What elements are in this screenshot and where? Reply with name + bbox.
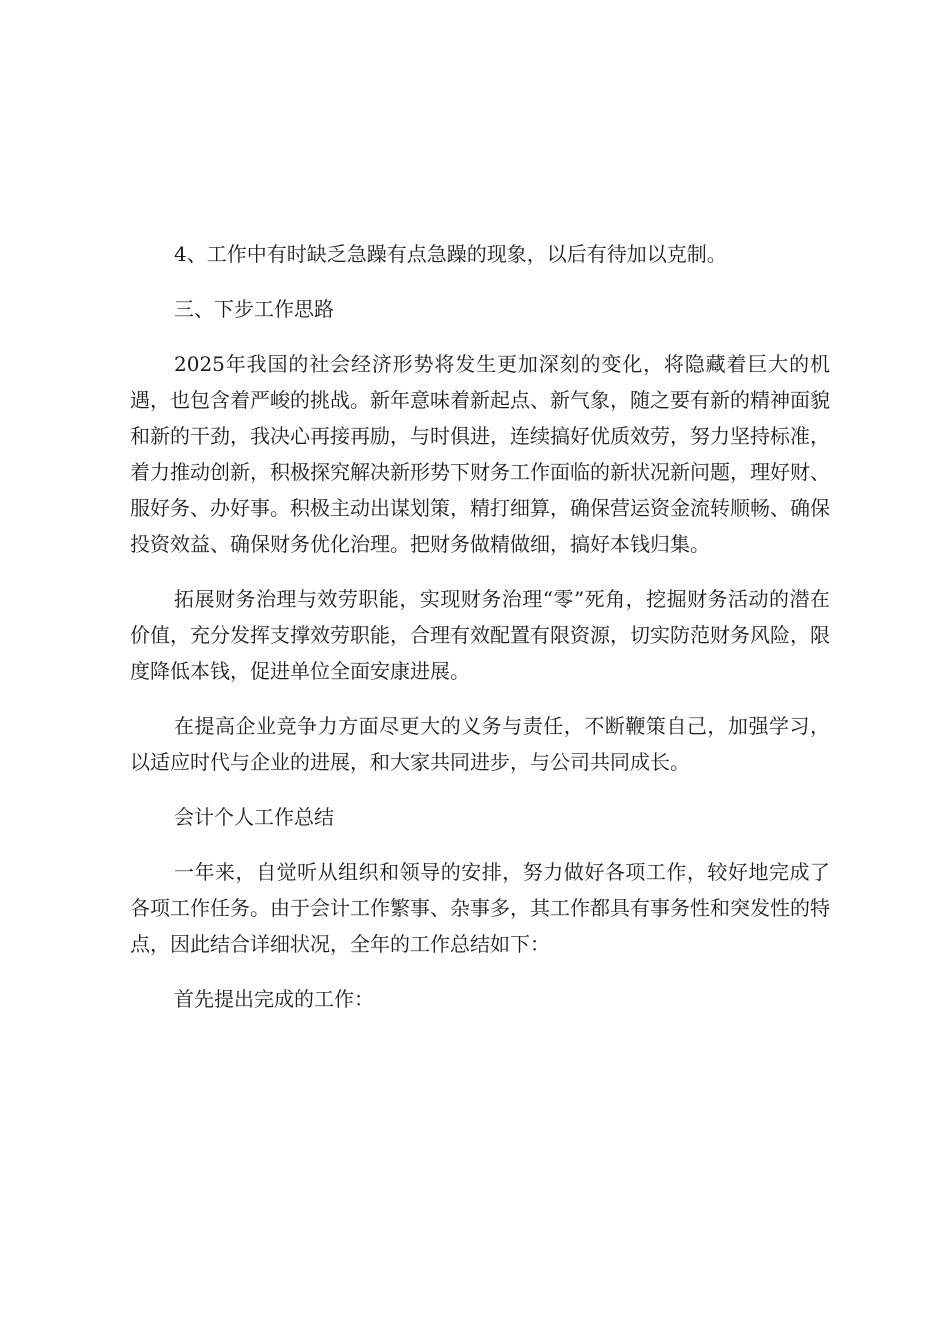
paragraph-economic-outlook: 2025年我国的社会经济形势将发生更加深刻的变化，将隐藏着巨大的机遇，也包含着严峻的挑战。新年意味着新起点、新气象，随之要有新的精神面貌和新的干劲，我决心再接再励，与时俱进，连续搞好优质效劳，努力坚持标准，着力推动创新，积极探究解决新形势下财务工作面临的新状况新问题，理好财、服好务、办好事。积极主动出谋划策，精打细算，确保营运资金流转顺畅、确保投资效益、确保财务优化治理。把财务做精做细，搞好本钱归集。 — [130, 352, 830, 556]
paragraph-competitiveness: 在提高企业竞争力方面尽更大的义务与责任，不断鞭策自己，加强学习，以适应时代与企业的进展，和大家共同进步，与公司共同成长。 — [130, 714, 830, 774]
section-heading-accounting-summary: 会计个人工作总结 — [174, 805, 334, 829]
paragraph-finance-functions: 拓展财务治理与效劳职能，实现财务治理“零”死角，挖掘财务活动的潜在价值，充分发挥支撑效劳职能，合理有效配置有限资源，切实防范财务风险，限度降低本钱，促进单位全面安康进展。 — [130, 587, 830, 683]
section-heading-next-steps: 三、下步工作思路 — [174, 297, 334, 321]
paragraph-completed-work-intro: 首先提出完成的工作： — [174, 987, 374, 1011]
paragraph-item-4: 4、工作中有时缺乏急躁有点急躁的现象，以后有待加以克制。 — [174, 242, 727, 266]
paragraph-annual-review: 一年来，自觉听从组织和领导的安排，努力做好各项工作，较好地完成了各项工作任务。由于会计工作繁事、杂事多，其工作都具有事务性和突发性的特点，因此结合详细状况，全年的工作总结如下： — [130, 860, 830, 956]
document-body — [130, 236, 830, 1036]
